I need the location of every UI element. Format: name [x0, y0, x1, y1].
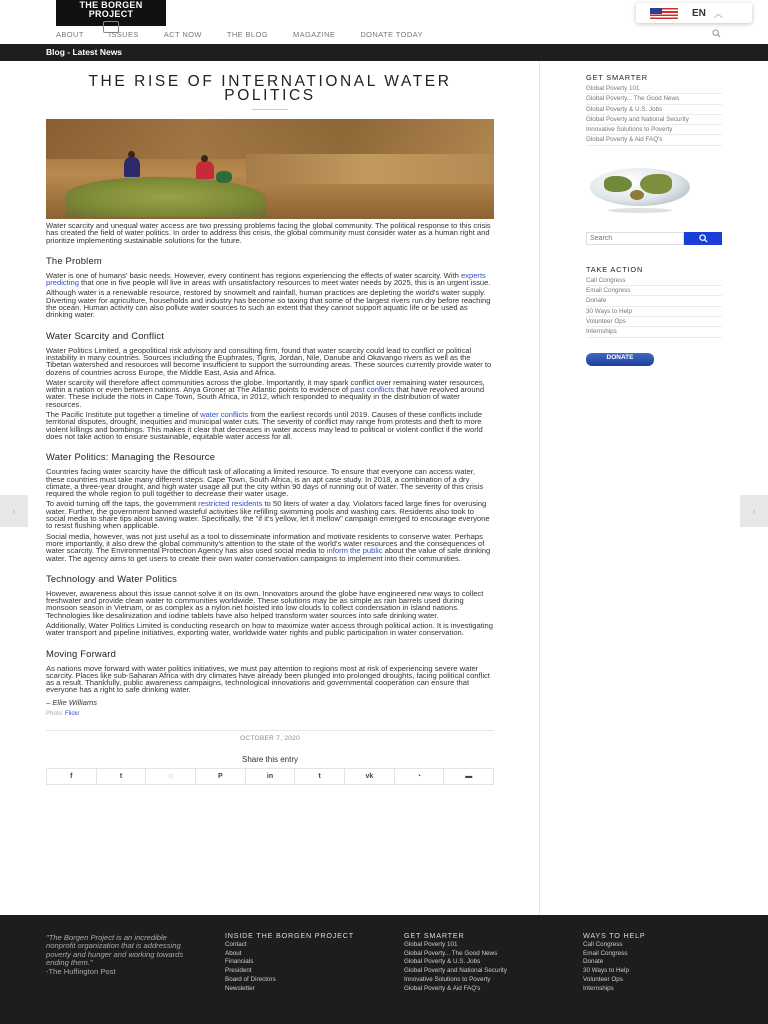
reddit-share-button[interactable]: ◔: [395, 769, 445, 784]
sidebar: [586, 61, 722, 366]
footer-link[interactable]: Newsletter: [225, 984, 255, 992]
globe-image: [590, 168, 690, 218]
paragraph-text: However, awareness about this issue cannot solve it on its own. Innovators around the globe have engineered new ways to collect freshwater and provide clean water to communities worldwide. These solutions may be as simple as rain barrels used during monsoon season in Vietnam, or as complex as a nylon net hoisted into low clouds to collect condensation in island nations. Technologies like desalinization and iodine tablets have also helped transform water sources into safe drinking water.: [46, 588, 484, 620]
sidebar-link[interactable]: Innovative Solutions to Poverty: [586, 125, 722, 135]
footer-link[interactable]: Board of Directors: [225, 976, 276, 984]
inline-link[interactable]: past conflicts: [350, 385, 395, 395]
title-divider: [252, 109, 288, 110]
inline-link[interactable]: water conflicts: [200, 410, 249, 420]
paragraph-text: Countries facing water scarcity have the difficult task of allocating a limited resource. To ensure that everyone can access water, these countries must take many different steps. Cape Town, South Africa, is an apt case study. In 2018, a combination of a dry climate, a three-year drought, and high water usage all put the city within 90 days of running out of water. The severity of this crisis required the whole region to pull together to decrease their water usage.: [46, 467, 484, 499]
paragraph: [46, 533, 494, 562]
footer-column: [583, 932, 743, 992]
footer-link[interactable]: Global Poverty 101: [404, 940, 458, 948]
take-action-list: [586, 276, 722, 338]
footer-quote-text: "The Borgen Project is an incredible nonprofit organization that is addressing poverty and hunger and working towards ending them.": [46, 933, 184, 968]
chevron-left-icon: ‹: [12, 506, 16, 516]
paragraph: [46, 622, 494, 637]
prev-post-arrow[interactable]: [0, 495, 28, 527]
chevron-up-icon: ︿: [713, 8, 723, 19]
sidebar-link[interactable]: Internships: [586, 327, 722, 337]
paragraph-text: As nations move forward with water politics initiatives, we must pay attention to regions most at risk of experiencing severe water scarcity. Places like sub-Saharan Africa with dry climates have already been plunged into prolonged droughts, facing political conflict as a result. Thankfully, public awareness campaigns, technological innovations and governmental cooperation can ensure that everyone has a right to safe drinking water.: [46, 663, 490, 695]
paragraph-text: that have revolved around water. These include the riots in Cape Town, South Africa, in 2012, which responded to inequality in the distribution of water resources.: [46, 385, 485, 409]
nav-item-magazine[interactable]: MAGAZINE: [292, 30, 336, 39]
sidebar-link[interactable]: Global Poverty & Aid FAQ's: [586, 135, 722, 145]
paragraph-text: Water is one of humans' basic needs. However, every continent has regions experiencing the effects of water scarcity. With: [46, 270, 461, 280]
sidebar-link[interactable]: Donate: [586, 296, 722, 306]
breadcrumb[interactable]: Blog - Latest News: [46, 47, 123, 57]
section-heading: The Problem: [46, 254, 102, 266]
footer-link[interactable]: Financials: [225, 958, 254, 966]
nav-item-act-now[interactable]: ACT NOW: [163, 30, 202, 39]
footer-link[interactable]: 30 Ways to Help: [583, 967, 629, 975]
footer-link[interactable]: Innovative Solutions to Poverty: [404, 976, 491, 984]
facebook-share-button[interactable]: f: [47, 769, 97, 784]
section-heading: Water Scarcity and Conflict: [46, 329, 165, 341]
donate-label: DONATE: [606, 353, 634, 361]
main-nav: [56, 30, 448, 39]
sidebar-link[interactable]: Call Congress: [586, 276, 722, 286]
footer-link[interactable]: Donate: [583, 958, 604, 966]
breadcrumb-bar: [0, 44, 768, 61]
logo-text: THE BORGEN PROJECT: [79, 0, 143, 19]
footer-column: [404, 932, 564, 992]
paragraph-text: Social media, however, was not just useful as a tool to disseminate information and motivate residents to conserve water. Perhaps more importantly, it also drew the global community's attention to the state of the world's water resources and the consequences of water scarcity. The Environmental Protection Agency has also used social media to: [46, 531, 485, 556]
email-share-button[interactable]: ▬: [465, 772, 473, 780]
sidebar-link[interactable]: Global Poverty... The Good News: [586, 94, 722, 104]
paragraph: [46, 272, 494, 287]
sidebar-link[interactable]: Email Congress: [586, 286, 722, 296]
sidebar-link[interactable]: Volunteer Ops: [586, 317, 722, 327]
footer-link[interactable]: Volunteer Ops: [583, 976, 623, 984]
search-button[interactable]: [684, 232, 722, 245]
paragraph: [46, 468, 494, 497]
linkedin-share-button[interactable]: in: [246, 769, 296, 784]
get-smarter-list: [586, 84, 722, 146]
article-byline: – Ellie Williams: [46, 697, 97, 707]
footer-link[interactable]: Global Poverty... The Good News: [404, 949, 498, 957]
paragraph-text: The Pacific Institute put together a timeline of: [46, 410, 201, 420]
paragraph: [46, 379, 494, 408]
footer-link[interactable]: Email Congress: [583, 949, 628, 957]
site-logo[interactable]: [56, 0, 166, 26]
photo-credit-label: Photo:: [46, 710, 66, 717]
sidebar-link[interactable]: 30 Ways to Help: [586, 307, 722, 317]
paragraph: [46, 347, 494, 376]
sidebar-link[interactable]: Global Poverty & U.S. Jobs: [586, 105, 722, 115]
footer-column-heading: GET SMARTER: [404, 931, 465, 940]
search-icon[interactable]: [712, 29, 721, 38]
twitter-share-button[interactable]: t: [97, 769, 147, 784]
date-divider: [46, 730, 494, 731]
chevron-right-icon: ›: [752, 506, 756, 516]
share-buttons: [46, 768, 494, 785]
article-intro: Water scarcity and unequal water access are two pressing problems facing the global community. The political response to this crisis has created the field of water politics. In order to address this crisis, the global community must consider water as a human right and prioritize implementing sustainable solutions for the future.: [46, 221, 491, 245]
article-body: [46, 255, 494, 694]
paragraph: [46, 590, 494, 619]
footer-link[interactable]: Call Congress: [583, 940, 623, 948]
paragraph-text: Water scarcity will therefore affect communities across the globe. Importantly, it may spark conflict over remaining water resources, within a nation or even between nations. Anya Groner at The Atlantic points to evidence of: [46, 377, 485, 395]
footer-column-heading: WAYS TO HELP: [583, 931, 646, 940]
section-heading: Water Politics: Managing the Resource: [46, 451, 216, 463]
sidebar-search: [586, 232, 722, 245]
paragraph: [46, 411, 494, 440]
take-action-heading: TAKE ACTION: [586, 264, 644, 274]
tumblr-share-button[interactable]: t: [295, 769, 345, 784]
footer-column-heading: INSIDE THE BORGEN PROJECT: [225, 931, 354, 940]
language-code: EN: [692, 7, 706, 19]
footer-link[interactable]: Global Poverty & Aid FAQ's: [404, 984, 481, 992]
section-heading: Moving Forward: [46, 647, 117, 659]
nav-item-donate-today[interactable]: DONATE TODAY: [360, 30, 423, 39]
search-input[interactable]: [586, 232, 684, 245]
pinterest-share-button[interactable]: P: [196, 769, 246, 784]
inline-link[interactable]: restricted residents: [198, 499, 263, 509]
inline-link[interactable]: experts predicting: [46, 270, 486, 288]
share-label: Share this entry: [241, 754, 299, 764]
paragraph: [46, 500, 494, 529]
footer-link[interactable]: Contact: [225, 940, 247, 948]
site-header: [0, 0, 768, 44]
footer-link[interactable]: About: [225, 949, 242, 957]
footer-link[interactable]: Internships: [583, 984, 614, 992]
sidebar-link[interactable]: Global Poverty 101: [586, 84, 722, 94]
donate-button[interactable]: [586, 353, 654, 366]
site-footer: [0, 915, 768, 1024]
search-icon: [699, 234, 708, 243]
paragraph: [46, 289, 494, 318]
inline-link[interactable]: inform the public: [326, 546, 383, 556]
footer-column: [225, 932, 385, 992]
paragraph-text: from the earliest records until 2019. Causes of these conflicts include territorial disputes, drought, inequities and municipal water cuts. The severity of conflict may range from protests and theft to more violent killings and bombings. This makes it clear that decreases in water access may lead to political or violent conflict if the world does not take action to ensure sustainable, equitable water access for all.: [46, 410, 483, 441]
footer-link[interactable]: President: [225, 967, 252, 975]
footer-link[interactable]: Global Poverty and National Security: [404, 967, 507, 975]
paragraph-text: Additionally, Water Politics Limited is conducting research on how to maximize water access through political action. It is investigating water transport and pipeline initiatives, exporting water, worldwide water rights and public participation in water conservation.: [46, 620, 493, 638]
paragraph-text: that one in five people will live in areas with unsatisfactory resources to meet water needs by 2025, this is an urgent issue.: [78, 278, 491, 288]
paragraph-text: about the value of safe drinking water. The agency aims to get users to create their own water conservation campaigns to implement into their communities.: [46, 546, 491, 563]
paragraph-text: Water Politics Limited, a geopolitical risk advisory and consulting firm, found that water scarcity could lead to conflict or political instability in many countries. Sources including the Euphrates, Tigris, Jordan, Nile, Danube and Okavango rivers as well as the Tibetan watershed and resources will become insufficient to support the surrounding areas. These sources currently provide water to dozens of countries across Europe, the Middle East, Asia and Africa.: [46, 345, 492, 377]
sidebar-divider: [539, 61, 540, 915]
page-title: THE RISE OF INTERNATIONAL WATER POLITICS: [88, 73, 452, 104]
photo-credit-link[interactable]: Flickr: [65, 710, 80, 717]
whatsapp-share-button[interactable]: ◌: [146, 769, 196, 784]
paragraph-text: to 50 liters of water a day. Violators faced large fines for overusing water. Further, the government banned wasteful activities like refilling swimming pools and washing cars. Residents also took to social media to share tips about saving water. Specifically, the "if it's yellow, let it mellow" campaign emerged to encourage everyone to resist flushing when applicable.: [46, 499, 490, 531]
paragraph: [46, 665, 494, 694]
footer-quote: [46, 934, 186, 976]
nav-item-the-blog[interactable]: THE BLOG: [226, 30, 268, 39]
paragraph-text: To avoid turning off the taps, the government: [46, 499, 199, 509]
us-flag-icon: [650, 8, 678, 19]
section-heading: Technology and Water Politics: [46, 572, 178, 584]
nav-item-about[interactable]: ABOUT: [56, 30, 84, 39]
photo-credit: [46, 711, 494, 717]
paragraph-text: Although water is a renewable resource, restored by snowmelt and rainfall, human practices are depleting the world's water supply. Diverting water for agriculture, households and industry has become so taxing that some of the largest rivers run dry before reaching the ocean. Human activity can also pollute water sources to such an extent that they cannot support aquatic life or be used as drinking water.: [46, 288, 491, 320]
footer-quote-source: -The Huffington Post: [46, 966, 116, 976]
post-date: OCTOBER 7, 2020: [239, 734, 301, 742]
hero-image: [46, 119, 494, 219]
sidebar-link[interactable]: Global Poverty and National Security: [586, 115, 722, 125]
vk-share-button[interactable]: vk: [345, 769, 395, 784]
footer-link[interactable]: Global Poverty & U.S. Jobs: [404, 958, 481, 966]
article: [46, 61, 494, 785]
nav-item-issues[interactable]: ISSUES: [108, 30, 139, 39]
get-smarter-heading: GET SMARTER: [586, 73, 648, 82]
language-selector[interactable]: [636, 3, 752, 23]
next-post-arrow[interactable]: [740, 495, 768, 527]
